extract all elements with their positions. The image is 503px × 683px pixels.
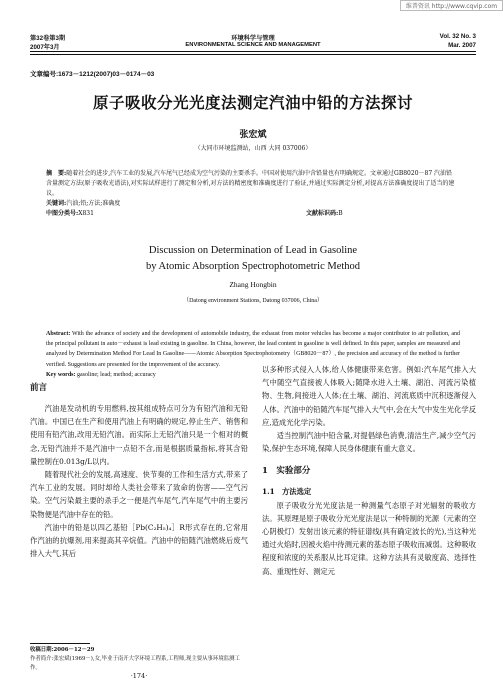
header-journal-en: ENVIRONMENTAL SCIENCE AND MANAGEMENT (185, 42, 321, 48)
author-bio: 作者简介:张宏斌(1969－),女,毕业于南开大学环境工程系,工程师,现主要从事环境监测工作。 (30, 656, 240, 671)
foreword-paragraph-1: 汽油是发动机的专用燃料,按其组成特点可分为有铅汽油和无铅汽油。中国已在生产和使用汽油上有明确的规定,停止生产、销售和使用有铅汽油,改用无铅汽油。而实际上无铅汽油只是一个相对的概念,无铅汽油并不是汽油中一点铅不含,而是根据质量指标,将其含铅量控制在0.013g/L以内。 (30, 404, 248, 466)
footnote-rule (30, 643, 90, 644)
section-1-heading: 1 实验部分 (262, 466, 311, 477)
header-rule-thin (30, 54, 476, 55)
abstract-en-label: Abstract: (46, 331, 71, 337)
keywords-cn-label: 关键词: (46, 200, 67, 207)
doc-code: B (338, 210, 343, 217)
abstract-cn-label: 摘 要: (46, 170, 67, 177)
keywords-cn: 汽油;铅;方法;准确度 (66, 200, 121, 207)
foreword-paragraph-3: 汽油中的铅是以四乙基铅［Pb(C₂H₅)₄］R形式存在的,它常用作汽油的抗爆剂,用来提高其辛烷值。汽油中的铅随汽油燃烧后废气排入大气,其后 (30, 522, 248, 559)
author-cn: 张宏斌 (239, 130, 267, 140)
foreword-paragraph-2: 随着现代社会的发展,高速度、快节奏的工作和生活方式,带来了汽车工业的发展。同时却给人类社会带来了致命的伤害——空气污染。空气污染最主要的杀手之一便是汽车尾气,汽车尾气中的主要污染物便是汽油中存在的铅。 (30, 470, 248, 519)
header-volume: 第32卷第3期 (30, 35, 66, 42)
keywords-en: gasoline; lead; method; accuracy (77, 371, 156, 378)
footnote (30, 646, 248, 673)
abstract-cn-text: 随着社会的进步,汽车工业的发展,汽车尾气已经成为空气污染的主要杀手。中国对使用汽油中含铅量也有明确规定。文章通过GB8020－87 汽油铅含量测定方法(原子吸收光谱法),对实际试样进行了测定和分析,对方法的精密度和准确度进行了验证,并通过实际测定分析,对提高方法准确度提出了适当的建议。 (46, 170, 455, 197)
abstract-cn (46, 169, 458, 219)
header-journal-cn: 环境科学与管理 (231, 35, 275, 42)
clc-number: X831 (78, 210, 94, 217)
header-month: Mar. 2007 (448, 42, 476, 49)
watermark: 维普资讯 http://www.cqvip.com (400, 0, 503, 11)
foreword-heading: 前言 (30, 383, 48, 393)
right-column (262, 363, 476, 578)
paper-title-en-line2: by Atomic Absorption Spectrophotometric Method (145, 261, 361, 272)
received-date: 收稿日期:2006－12－29 (30, 647, 95, 653)
header-vol-no: Vol. 32 No. 3 (439, 33, 476, 40)
header-date: 2007年3月 (30, 44, 60, 51)
affiliation-en: （Datong environment Stations, Datong 037006, China） (183, 298, 323, 304)
left-column (30, 380, 248, 560)
doc-code-label: 文献标识码: (306, 210, 339, 217)
author-en: Zhang Hongbin (229, 280, 277, 289)
section-1-1-heading: 1.1 方法选定 (262, 487, 312, 497)
header-rule (30, 51, 476, 52)
clc-label: 中图分类号: (46, 210, 79, 217)
right-paragraph-3: 原子吸收分光光度法是一种测量气态原子对光辐射的吸收方法。其原理是原子吸收分光光度法是以一种特制的光源（元素的空心阴极灯）发射出该元素的特征谱线(具有确定波长的光),当这种光通过火焰时,因被火焰中待测元素的基态原子吸收而减弱。这种吸收程度和浓度的关系服从比耳定律。这种方法具有灵敏度高、选择性高、重现性好、测定元 (262, 500, 476, 576)
article-number: 文章编号:1673－1212(2007)03－0174－03 (30, 71, 155, 78)
paper-title-cn: 原子吸收分光光度法测定汽油中铅的方法探讨 (92, 93, 413, 112)
keywords-en-label: Key words: (46, 371, 76, 378)
paper-title-en-line1: Discussion on Determination of Lead in Gasoline (148, 245, 358, 256)
right-paragraph-2: 适当控制汽油中铅含量,对提倡绿色消费,清洁生产,减少空气污染,保护生态环境,保障人民身体健康有重大意义。 (262, 431, 476, 454)
page-number: ·174· (130, 672, 148, 680)
affiliation-cn: （大同市环境监测站，山西 大同 037006） (194, 145, 312, 152)
abstract-en-text: With the advance of society and the development of automobile industry, the exhaust from motor vehicles has become a major contributor to air pollution, and the principal pollutant in auto－exhaust is lead existing in gasoline. In China, however, the lead content in gasoline is well defined. In this paper, samples are measured and analyzed by Determination Method For Lead In Gasoline——Atomic Absorption Spectrophotometry（GB8020－87）, the precision and accuracy of the method is further verified. Suggestions are presented for the improvement of the accuracy. (46, 331, 460, 368)
right-paragraph-1: 以多种形式侵入人体,给人体健康带来危害。例如:汽车尾气排入大气中随空气直接被人体吸入;随降水进入土壤、湖泊、河流污染植物、生物,间接进入人体;在土壤、湖泊、河流底质中沉积逐渐侵入人体。汽油中的铅随汽车尾气排入大气中,会在大气中发生光化学反应,造成光化学污染。 (262, 365, 476, 427)
